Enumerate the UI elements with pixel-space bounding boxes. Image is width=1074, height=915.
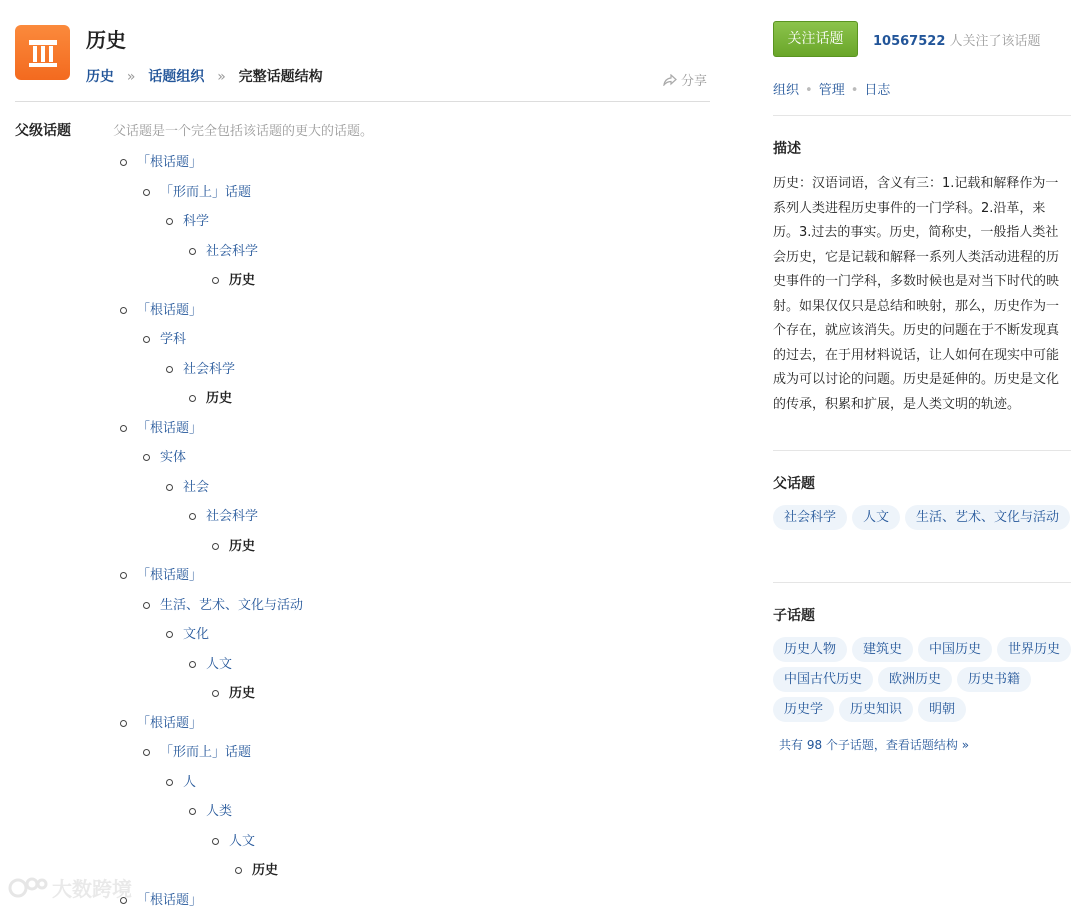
child-topic-tag[interactable]: 建筑史 (852, 637, 913, 662)
tree-bullet (189, 248, 196, 255)
tree-node-link[interactable]: 「形而上」话题 (160, 745, 252, 760)
sidebar-divider (773, 582, 1071, 583)
tree-node (143, 591, 303, 620)
child-topics-title: 子话题 (773, 608, 815, 624)
page-title: 历史 (86, 28, 126, 52)
breadcrumb-topic[interactable]: 历史 (86, 69, 114, 85)
tree-node (189, 502, 258, 531)
view-topic-structure-link[interactable]: 共有 98 个子话题，查看话题结构 » (779, 738, 970, 752)
tree-bullet (212, 543, 219, 550)
tree-bullet (166, 631, 173, 638)
tree-node-link[interactable]: 「根话题」 (137, 568, 203, 583)
tree-bullet (166, 779, 173, 786)
tree-node (166, 768, 196, 797)
tree-node (235, 856, 278, 885)
parent-topic-tags (773, 505, 1073, 530)
tree-node-link[interactable]: 人文 (206, 656, 233, 672)
tree-node (189, 384, 232, 413)
tree-bullet (166, 484, 173, 491)
organize-link[interactable]: 组织 (773, 83, 800, 98)
manage-link[interactable]: 管理 (818, 83, 845, 98)
tree-bullet (189, 661, 196, 668)
tree-bullet (143, 602, 150, 609)
child-topic-tag[interactable]: 历史知识 (839, 697, 913, 722)
tree-node (120, 886, 202, 915)
link-separator: • (850, 83, 859, 98)
tree-node-link[interactable]: 「根话题」 (137, 155, 203, 170)
tree-node-link[interactable]: 实体 (160, 450, 187, 465)
tree-bullet (189, 395, 196, 402)
sidebar-divider (773, 115, 1071, 116)
tree-node (166, 207, 209, 236)
parent-topic-tag[interactable]: 社会科学 (773, 505, 847, 530)
tree-bullet (120, 572, 127, 579)
topic-avatar (15, 25, 70, 80)
tree-node (212, 679, 255, 708)
tree-bullet (166, 366, 173, 373)
tree-node (189, 650, 232, 679)
breadcrumb-organize[interactable]: 话题组织 (148, 69, 205, 85)
parent-topic-tag[interactable]: 生活、艺术、文化与活动 (905, 505, 1070, 530)
tree-node-link[interactable]: 历史 (229, 273, 256, 288)
tree-node (143, 443, 186, 472)
tree-bullet (143, 749, 150, 756)
tree-node (212, 266, 255, 295)
tree-node-link[interactable]: 「形而上」话题 (160, 184, 252, 200)
tree-node-link[interactable]: 历史 (229, 686, 256, 701)
tree-bullet (212, 690, 219, 697)
share-button[interactable] (663, 70, 707, 89)
tree-node-link[interactable]: 历史 (229, 538, 256, 554)
tree-node-link[interactable]: 历史 (206, 391, 233, 406)
tree-bullet (143, 189, 150, 196)
tree-bullet (143, 454, 150, 461)
tree-bullet (120, 425, 127, 432)
tree-node (143, 178, 251, 207)
tree-node (120, 148, 202, 177)
share-icon (663, 74, 677, 86)
tree-node-link[interactable]: 「根话题」 (137, 715, 203, 731)
watermark-logo-icon (8, 876, 48, 900)
tree-node (120, 709, 202, 738)
topic-links (773, 79, 890, 98)
tree-node (166, 473, 209, 502)
share-label: 分享 (681, 74, 708, 89)
child-topic-tag[interactable]: 世界历史 (997, 637, 1071, 662)
topic-description: 历史：汉语词语，含义有三：1.记载和解释作为一系列人类进程历史事件的一门学科。2.沿革，来历。3.过去的事实。历史，简称史，一般指人类社会历史，它是记载和解释一系列人类活动进程的历史事件的一门学科，多数时候也是对当下时代的映射。如果仅仅只是总结和映射，那么，历史作为一个存在，就应该消失。历史的问题在于不断发现真的过去，在于用材料说话，让人如何在现实中可能成为可以讨论的问题。历史是延伸的。历史是文化的传承，积累和扩展，是人类文明的轨迹。 (773, 176, 1060, 412)
tree-node-link[interactable]: 学科 (160, 332, 187, 347)
breadcrumb-current: 完整话题结构 (238, 69, 323, 85)
child-topic-tag[interactable]: 历史书籍 (957, 667, 1031, 692)
tree-node (143, 738, 251, 767)
parent-topic-tag[interactable]: 人文 (852, 505, 900, 530)
child-topic-tag[interactable]: 历史人物 (773, 637, 847, 662)
follow-topic-button[interactable]: 关注话题 (773, 21, 858, 57)
tree-node-link[interactable]: 「根话题」 (137, 892, 203, 908)
tree-node (212, 827, 255, 856)
tree-bullet (143, 336, 150, 343)
follower-count-suffix: 人关注了该话题 (945, 34, 1041, 49)
pillar-icon (26, 36, 60, 70)
link-separator: • (805, 83, 813, 98)
tree-node (166, 620, 209, 649)
tree-bullet (212, 277, 219, 284)
follower-count-number: 10567522 (873, 34, 946, 49)
breadcrumb-separator: » (217, 69, 226, 85)
tree-node-link[interactable]: 「根话题」 (137, 420, 203, 436)
tree-node-link[interactable]: 人类 (206, 804, 233, 819)
tree-node (166, 355, 235, 384)
child-topic-tag[interactable]: 中国古代历史 (773, 667, 873, 692)
tree-bullet (235, 867, 242, 874)
parent-topics-title: 父话题 (773, 476, 815, 492)
child-topic-tag[interactable]: 历史学 (773, 697, 834, 722)
tree-node (120, 414, 202, 443)
description-title: 描述 (773, 141, 801, 157)
parent-topics-description: 父话题是一个完全包括该话题的更大的话题。 (113, 124, 374, 139)
tree-node (120, 561, 202, 590)
child-topic-tag[interactable]: 中国历史 (918, 637, 992, 662)
tree-node (143, 325, 186, 354)
log-link[interactable]: 日志 (864, 83, 891, 98)
tree-node-link[interactable]: 科学 (183, 214, 210, 229)
tree-node-link[interactable]: 生活、艺术、文化与活动 (160, 597, 304, 613)
parent-topics-label: 父级话题 (15, 123, 71, 139)
child-topic-tag[interactable]: 欧洲历史 (878, 667, 952, 692)
tree-bullet (120, 307, 127, 314)
breadcrumb-separator: » (126, 69, 136, 85)
tree-bullet (189, 513, 196, 520)
tree-node-link[interactable]: 社会科学 (183, 361, 236, 377)
tree-node-link[interactable]: 人文 (229, 833, 256, 849)
tree-bullet (120, 720, 127, 727)
child-topic-tags (773, 637, 1073, 722)
tree-node-link[interactable]: 社会 (183, 479, 210, 495)
tree-node (120, 296, 202, 325)
follower-count (873, 30, 1041, 49)
tree-bullet (120, 159, 127, 166)
tree-node (189, 237, 258, 266)
tree-node-link[interactable]: 人 (183, 774, 197, 790)
breadcrumb (86, 66, 323, 86)
tree-bullet (212, 838, 219, 845)
tree-bullet (189, 808, 196, 815)
tree-node-link[interactable]: 社会科学 (206, 509, 259, 524)
tree-node (212, 532, 255, 561)
tree-node (189, 797, 232, 826)
tree-node-link[interactable]: 文化 (183, 627, 210, 642)
tree-node-link[interactable]: 社会科学 (206, 243, 259, 259)
tree-node-link[interactable]: 「根话题」 (137, 302, 203, 318)
tree-node-link[interactable]: 历史 (252, 863, 279, 878)
tree-bullet (166, 218, 173, 225)
watermark (8, 873, 132, 902)
watermark-text: 大数跨境 (52, 877, 132, 901)
sidebar-divider (773, 450, 1071, 451)
child-topic-tag[interactable]: 明朝 (918, 697, 966, 722)
header-divider (15, 101, 710, 102)
